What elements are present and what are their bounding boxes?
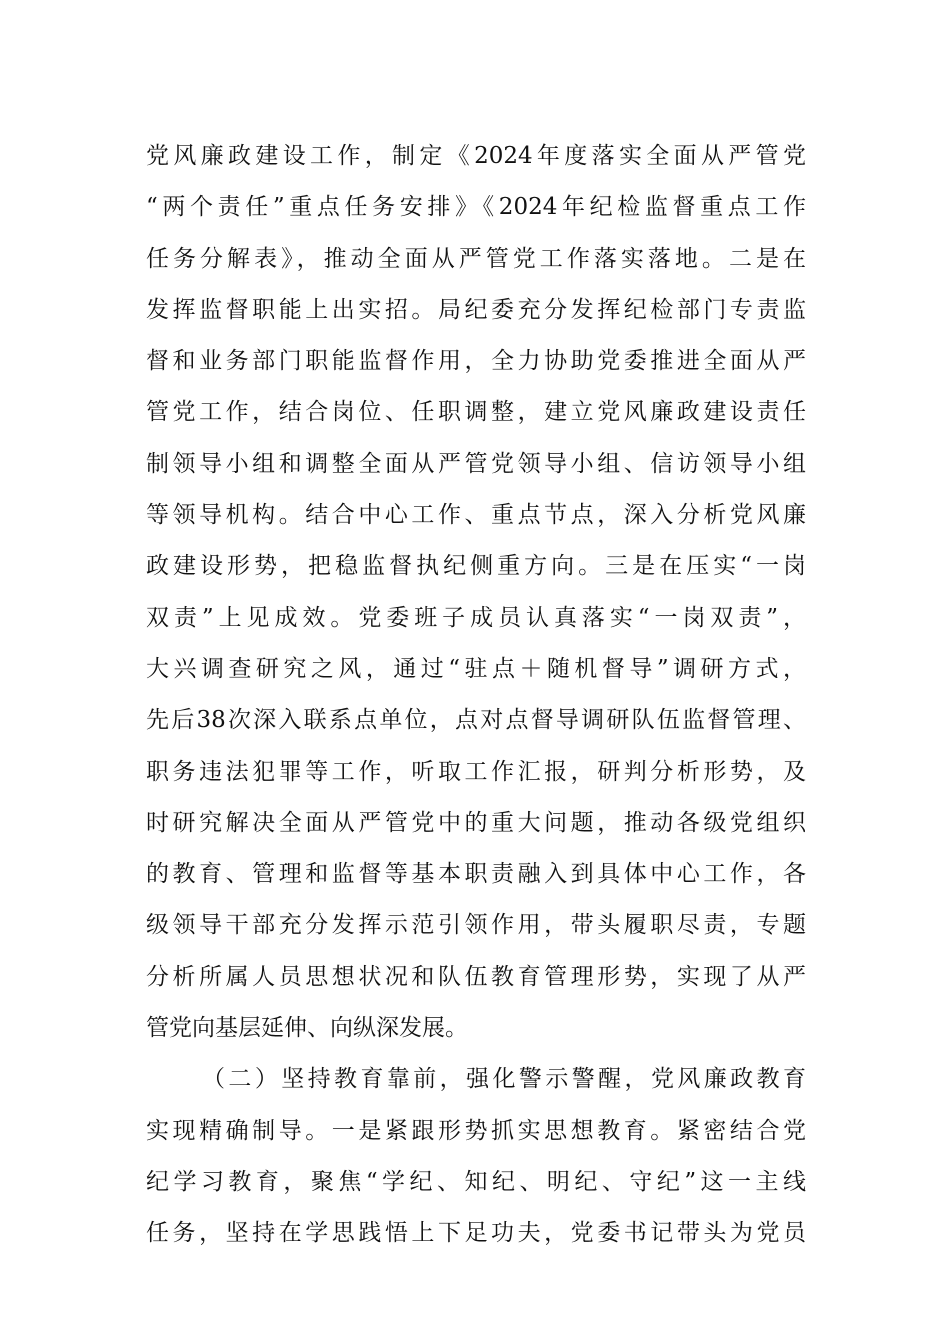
- text-line: 任务，坚持在学思践悟上下足功夫，党委书记带头为党员: [146, 1220, 806, 1247]
- text-line: 职务违法犯罪等工作，听取工作汇报，研判分析形势，及: [146, 758, 806, 785]
- text-line: 发挥监督职能上出实招。局纪委充分发挥纪检部门专责监: [146, 296, 806, 323]
- text-line: 的教育、管理和监督等基本职责融入到具体中心工作，各: [146, 861, 806, 888]
- text-line: 先后38次深入联系点单位，点对点督导调研队伍监督管理、: [146, 707, 806, 734]
- text-line: 制领导小组和调整全面从严管党领导小组、信访领导小组: [146, 450, 806, 477]
- text-line: 管党工作，结合岗位、任职调整，建立党风廉政建设责任: [146, 399, 806, 426]
- text-line: 级领导干部充分发挥示范引领作用，带头履职尽责，专题: [146, 912, 806, 939]
- text-line: 党风廉政建设工作，制定《2024年度落实全面从严管党: [146, 143, 806, 169]
- text-line: 分析所属人员思想状况和队伍教育管理形势，实现了从严: [146, 963, 806, 990]
- text-line: “两个责任”重点任务安排》《2024年纪检监督重点工作: [146, 194, 806, 221]
- text-line: 政建设形势，把稳监督执纪侧重方向。三是在压实“一岗: [146, 553, 806, 580]
- text-line: 大兴调查研究之风，通过“驻点＋随机督导”调研方式，: [146, 655, 806, 682]
- text-line: 实现精确制导。一是紧跟形势抓实思想教育。紧密结合党: [146, 1117, 806, 1144]
- text-line: 纪学习教育，聚焦“学纪、知纪、明纪、守纪”这一主线: [146, 1168, 806, 1195]
- body-text: [146, 131, 806, 1260]
- text-line: 等领导机构。结合中心工作、重点节点，深入分析党风廉: [146, 502, 806, 529]
- text-line: 时研究解决全面从严管党中的重大问题，推动各级党组织: [146, 809, 806, 836]
- text-line: 督和业务部门职能监督作用，全力协助党委推进全面从严: [146, 348, 806, 375]
- section-heading-line: （二）坚持教育靠前，强化警示警醒，党风廉政教育: [202, 1066, 806, 1093]
- text-line: 双责”上见成效。党委班子成员认真落实“一岗双责”，: [146, 604, 806, 631]
- paragraph-last-line: 管党向基层延伸、向纵深发展。: [146, 1015, 468, 1042]
- text-line: 任务分解表》，推动全面从严管党工作落实落地。二是在: [146, 245, 806, 272]
